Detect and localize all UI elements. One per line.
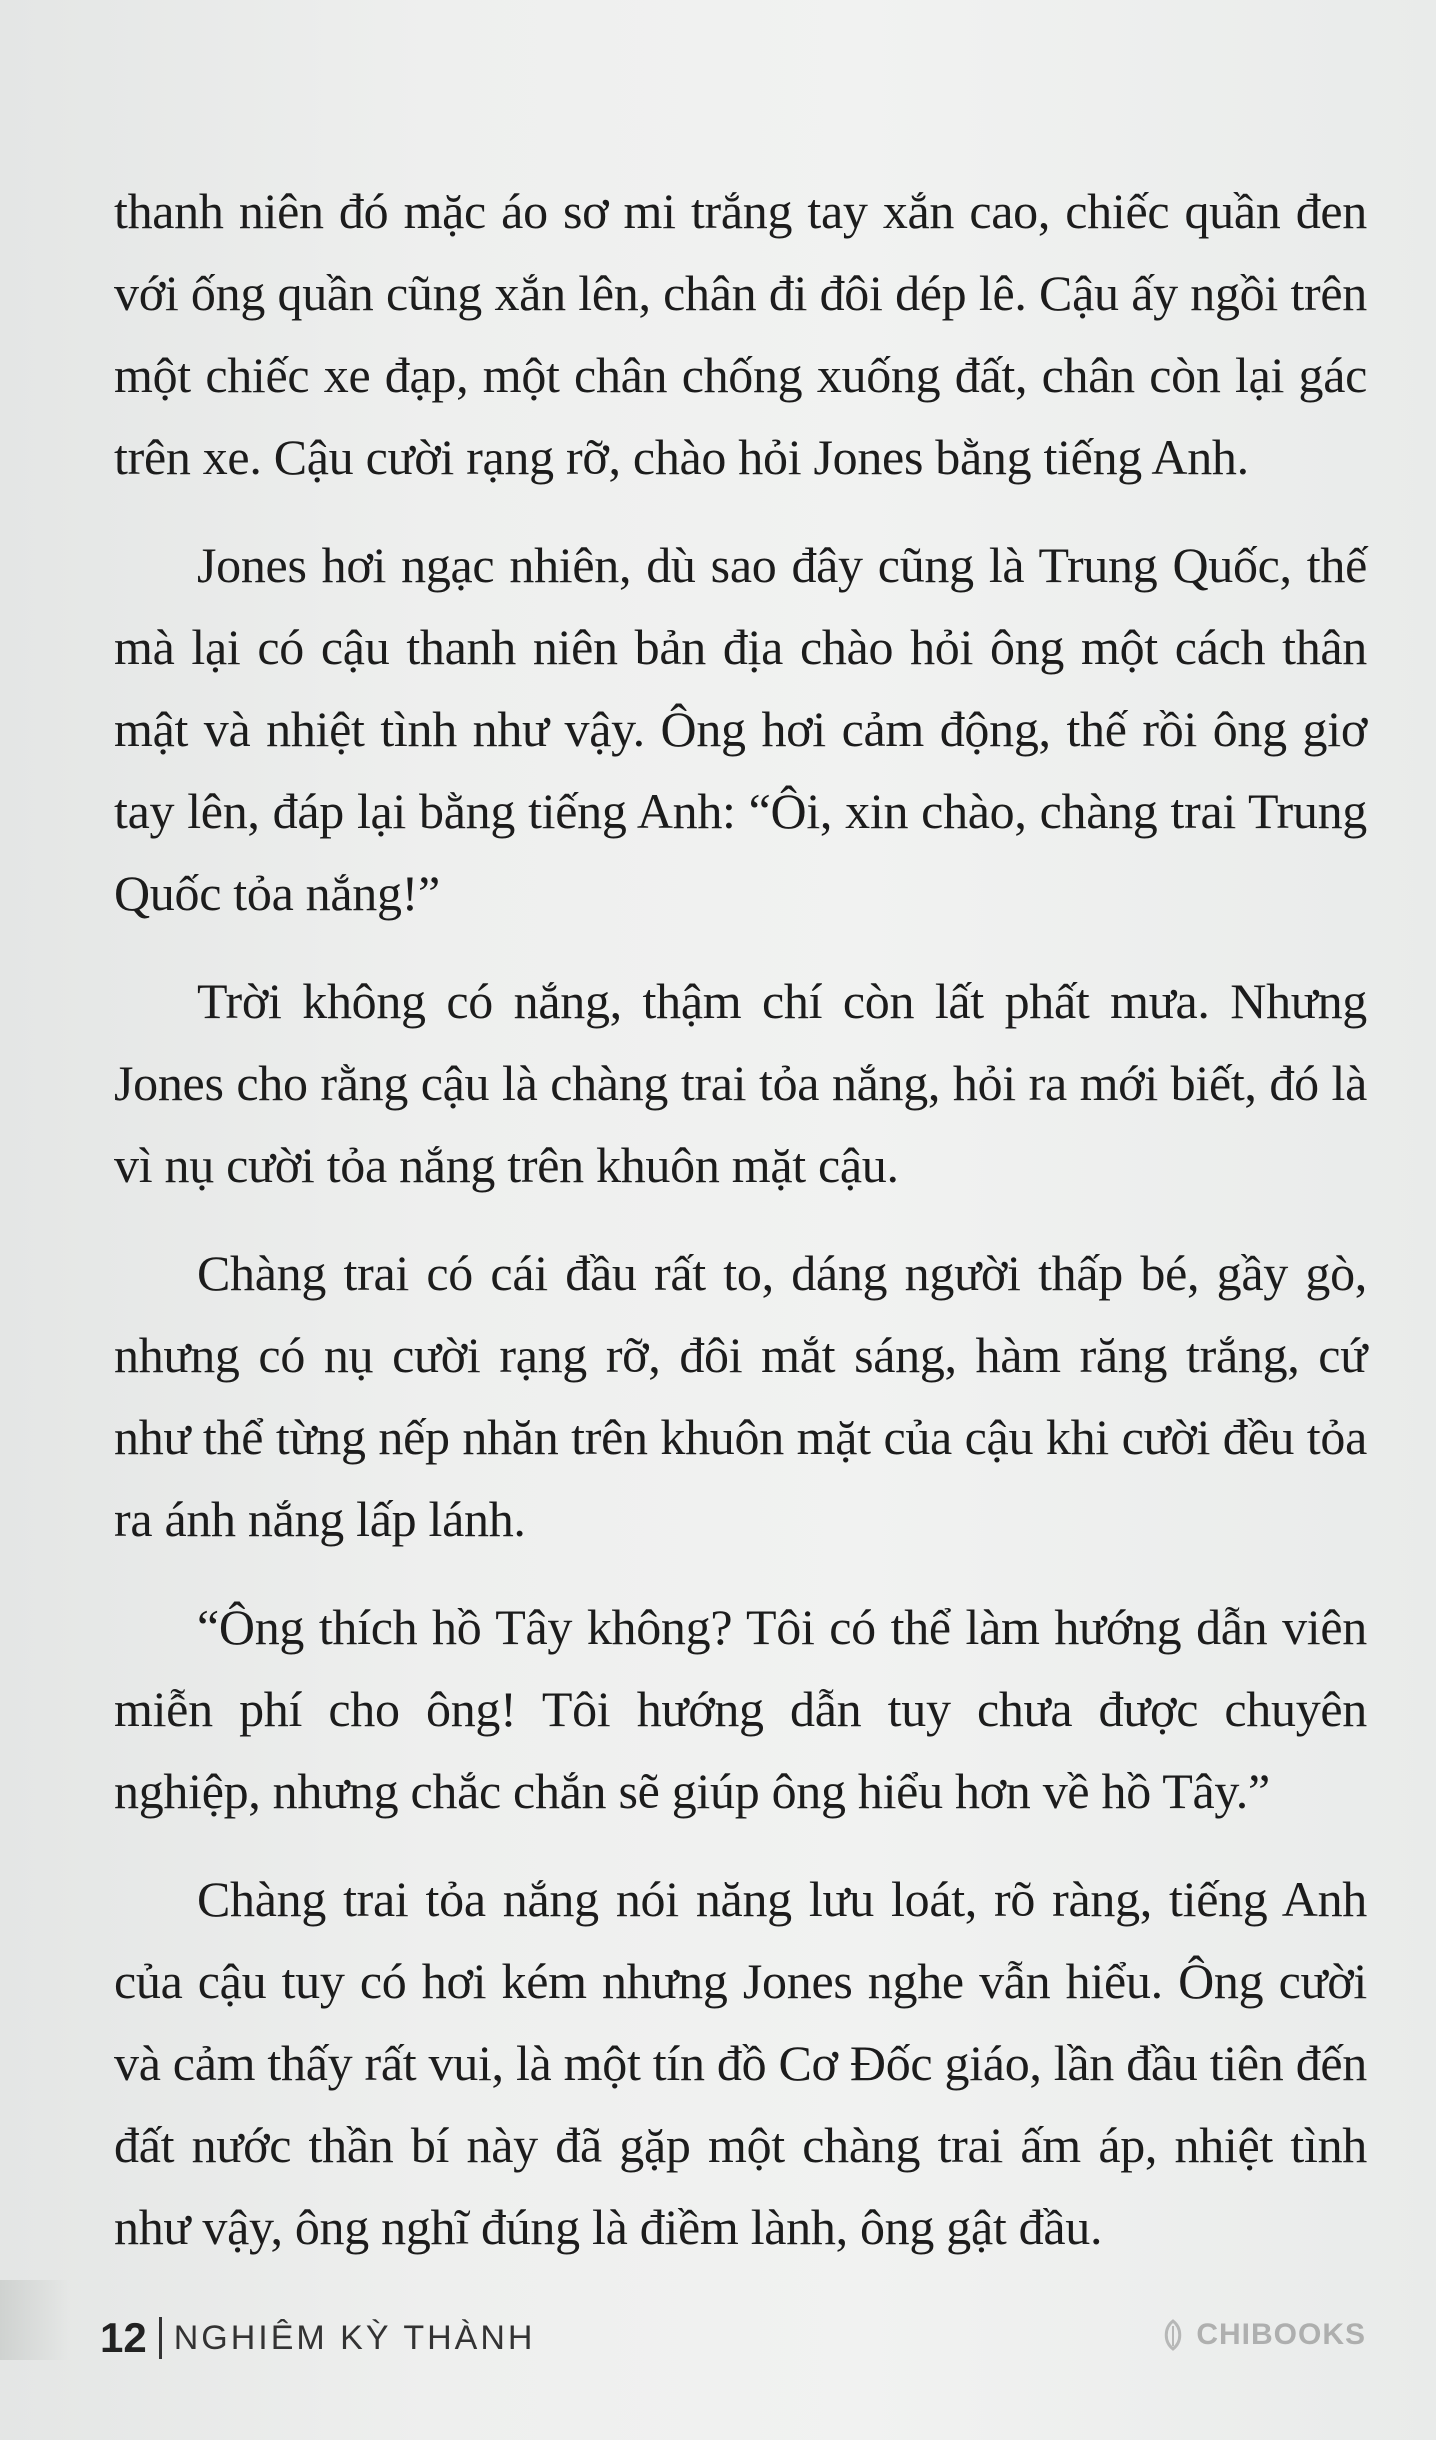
page-number: 12 <box>100 2314 147 2361</box>
paragraph-2: Jones hơi ngạc nhiên, dù sao đây cũng là Trung Quốc, thế mà lại có cậu thanh niên bản địa chào hỏi ông một cách thân mật và nhiệt tình như vậy. Ông hơi cảm động, thế rồi ông giơ tay lên, đáp lại bằng tiếng Anh: “Ôi, xin chào, chàng trai Trung Quốc tỏa nắng!” <box>114 537 1367 921</box>
page-edge-shadow <box>0 2280 70 2360</box>
leaf-icon <box>1156 2318 1190 2352</box>
publisher-logo <box>1156 2318 1366 2352</box>
publisher-logo-text: CHIBOOKS <box>1196 2318 1366 2351</box>
paragraph-1: thanh niên đó mặc áo sơ mi trắng tay xắn cao, chiếc quần đen với ống quần cũng xắn lên, chân đi đôi dép lê. Cậu ấy ngồi trên một chiếc xe đạp, một chân chống xuống đất, chân còn lại gác trên xe. Cậu cười rạng rỡ, chào hỏi Jones bằng tiếng Anh. <box>114 183 1367 485</box>
paragraph-4: Chàng trai có cái đầu rất to, dáng người thấp bé, gầy gò, nhưng có nụ cười rạng rỡ, đôi mắt sáng, hàm răng trắng, cứ như thể từng nếp nhăn trên khuôn mặt của cậu khi cười đều tỏa ra ánh nắng lấp lánh. <box>114 1245 1367 1547</box>
paragraph-5: “Ông thích hồ Tây không? Tôi có thể làm hướng dẫn viên miễn phí cho ông! Tôi hướng dẫn tuy chưa được chuyên nghiệp, nhưng chắc chắn sẽ giúp ông hiểu hơn về hồ Tây.” <box>114 1599 1367 1819</box>
paragraph-3: Trời không có nắng, thậm chí còn lất phất mưa. Nhưng Jones cho rằng cậu là chàng trai tỏa nắng, hỏi ra mới biết, đó là vì nụ cười tỏa nắng trên khuôn mặt cậu. <box>114 973 1367 1193</box>
paragraph-6: Chàng trai tỏa nắng nói năng lưu loát, rõ ràng, tiếng Anh của cậu tuy có hơi kém nhưng Jones nghe vẫn hiểu. Ông cười và cảm thấy rất vui, là một tín đồ Cơ Đốc giáo, lần đầu tiên đến đất nước thần bí này đã gặp một chàng trai ấm áp, nhiệt tình như vậy, ông nghĩ đúng là điềm lành, ông gật đầu. <box>114 1871 1367 2255</box>
page-footer <box>100 2308 535 2368</box>
author-name: NGHIÊM KỲ THÀNH <box>173 2318 536 2357</box>
body-text <box>114 170 1367 2294</box>
footer-divider <box>159 2317 162 2359</box>
